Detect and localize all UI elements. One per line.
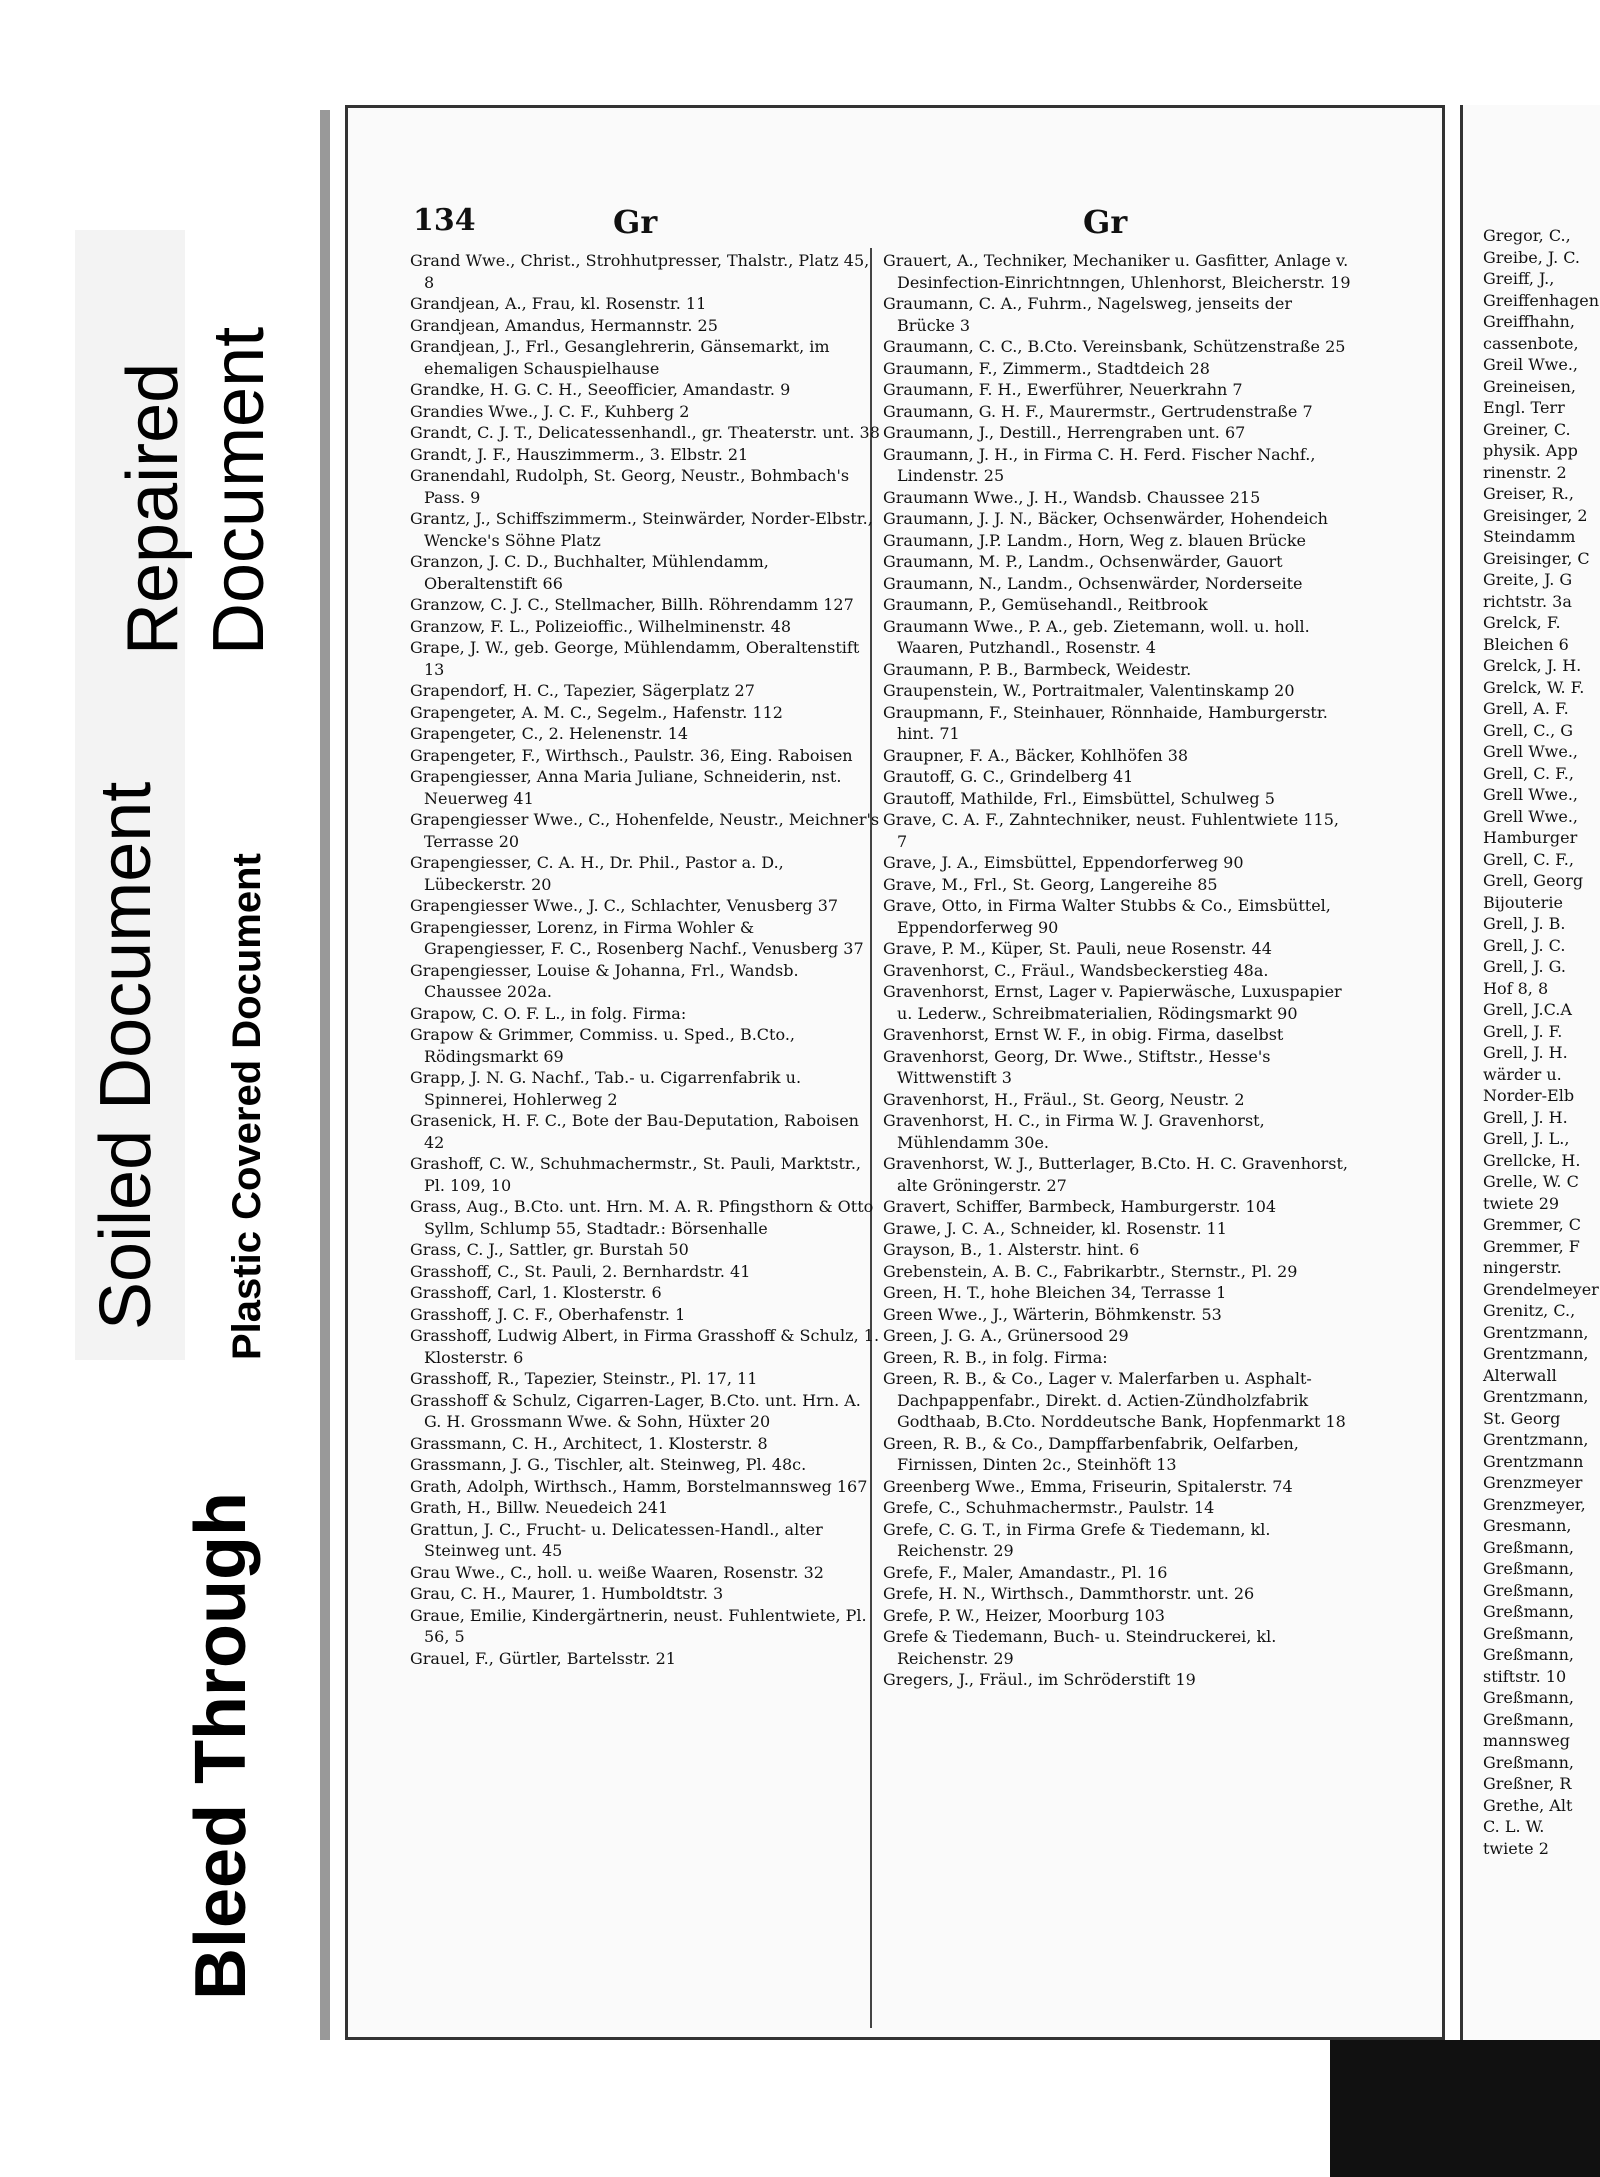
directory-entry: Grapow & Grimmer, Commiss. u. Sped., B.Cto., Rödingsmarkt 69 — [410, 1025, 795, 1066]
adjacent-entry: stiftstr. 10 — [1483, 1666, 1567, 1686]
directory-entry: Grasshoff, C., St. Pauli, 2. Bernhardstr. 41 — [410, 1261, 751, 1281]
directory-entry: Greenberg Wwe., Emma, Friseurin, Spitalerstr. 74 — [883, 1476, 1293, 1496]
directory-entry: Graumann, P., Gemüsehandl., Reitbrook — [883, 595, 1208, 614]
label-repaired-line1: Repaired — [113, 362, 193, 655]
adjacent-entry: Steindamm — [1483, 527, 1576, 546]
adjacent-entry: twiete 29 — [1483, 1193, 1560, 1213]
adjacent-entry: Grelle, W. C — [1483, 1172, 1579, 1191]
directory-entry: Granzow, C. J. C., Stellmacher, Billh. Röhrendamm 127 — [410, 595, 854, 614]
adjacent-entry: Greiffhahn, — [1483, 312, 1575, 331]
adjacent-entry: Grell Wwe., — [1483, 742, 1578, 761]
adjacent-entry: Grellcke, H. — [1483, 1150, 1581, 1170]
directory-entry: Grandke, H. G. C. H., Seeofficier, Amandastr. 9 — [410, 380, 791, 399]
adjacent-entry: Gremmer, C — [1483, 1215, 1582, 1234]
directory-entry: Grefe, F., Maler, Amandastr., Pl. 16 — [883, 1562, 1168, 1582]
directory-entry: Green, J. G. A., Grünersood 29 — [883, 1326, 1129, 1345]
label-plastic-covered: Plastic Covered Document — [225, 853, 269, 1360]
adjacent-entry: Grentzmann, — [1483, 1322, 1589, 1342]
adjacent-entry: C. L. W. — [1483, 1817, 1545, 1836]
adjacent-entry: cassenbote, — [1483, 333, 1579, 353]
directory-entry: Grath, H., Billw. Neuedeich 241 — [410, 1498, 669, 1517]
adjacent-entry: Grell, J. G. — [1483, 957, 1566, 976]
adjacent-entry: Greite, J. G — [1483, 570, 1573, 589]
adjacent-entry: Grentzmann, — [1483, 1344, 1589, 1363]
directory-entry: Green, R. B., in folg. Firma: — [883, 1347, 1108, 1367]
adjacent-entry: mannsweg — [1483, 1731, 1570, 1750]
adjacent-entry: Grell, C., G — [1483, 720, 1574, 740]
adjacent-entry: Grentzmann, — [1483, 1430, 1589, 1449]
directory-entry: Granzow, F. L., Polizeioffic., Wilhelminenstr. 48 — [410, 616, 792, 636]
adjacent-entry: Bleichen 6 — [1483, 634, 1569, 654]
adjacent-entry: wärder u. — [1483, 1064, 1562, 1084]
adjacent-entry: Greßmann, — [1483, 1580, 1574, 1600]
left-column — [410, 250, 880, 1669]
directory-entry: Grattun, J. C., Frucht- u. Delicatessen-Handl., alter Steinweg unt. 45 — [410, 1519, 823, 1560]
page-header-right: Gr — [1083, 203, 1128, 241]
adjacent-entry: Greil Wwe., — [1483, 355, 1578, 374]
adjacent-entry: Alterwall — [1483, 1365, 1557, 1385]
directory-entry: Grebenstein, A. B. C., Fabrikarbtr., Sternstr., Pl. 29 — [883, 1261, 1298, 1281]
directory-entry: Gravenhorst, H., Fräul., St. Georg, Neustr. 2 — [883, 1089, 1245, 1109]
directory-entry: Grapow, C. O. F. L., in folg. Firma: — [410, 1003, 687, 1023]
adjacent-entry: Grell, J. C. — [1483, 935, 1566, 955]
directory-entry: Graupmann, F., Steinhauer, Rönnhaide, Hamburgerstr. hint. 71 — [883, 702, 1328, 743]
directory-entry: Graupenstein, W., Portraitmaler, Valentinskamp 20 — [883, 681, 1295, 700]
directory-entry: Grassmann, C. H., Architect, 1. Klosterstr. 8 — [410, 1433, 768, 1453]
directory-entry: Grasshoff & Schulz, Cigarren-Lager, B.Cto. unt. Hrn. A. G. H. Grossmann Wwe. & Sohn, Hüxter 20 — [410, 1390, 861, 1431]
adjacent-entry: Greßmann, — [1483, 1752, 1574, 1772]
adjacent-entry: twiete 2 — [1483, 1838, 1549, 1858]
adjacent-entry: Greßmann, — [1483, 1623, 1574, 1643]
directory-entry: Graupner, F. A., Bäcker, Kohlhöfen 38 — [883, 745, 1189, 765]
directory-entry: Grapengiesser, C. A. H., Dr. Phil., Pastor a. D., Lübeckerstr. 20 — [410, 853, 784, 894]
directory-entry: Graumann, M. P., Landm., Ochsenwärder, Gauort — [883, 552, 1283, 571]
directory-entry: Grapengiesser, Lorenz, in Firma Wohler & Grapengiesser, F. C., Rosenberg Nachf., Venusberg 37 — [410, 917, 864, 958]
directory-entry: Grauel, F., Gürtler, Bartelsstr. 21 — [410, 1648, 676, 1668]
adjacent-entry: St. Georg — [1483, 1408, 1561, 1428]
directory-entry: Graumann, J., Destill., Herrengraben unt. 67 — [883, 423, 1246, 442]
directory-entry: Grefe, C. G. T., in Firma Grefe & Tiedemann, kl. Reichenstr. 29 — [883, 1519, 1271, 1560]
directory-entry: Grave, P. M., Küper, St. Pauli, neue Rosenstr. 44 — [883, 939, 1272, 958]
directory-entry: Grasshoff, R., Tapezier, Steinstr., Pl. 17, 11 — [410, 1369, 758, 1388]
adjacent-entry: Grell, Georg — [1483, 871, 1584, 890]
directory-entry: Grandt, J. F., Hauszimmerm., 3. Elbstr. 21 — [410, 444, 749, 464]
directory-entry: Graumann, F., Zimmerm., Stadtdeich 28 — [883, 358, 1210, 378]
adjacent-entry: Greisinger, 2 — [1483, 505, 1588, 525]
directory-entry: Grauert, A., Techniker, Mechaniker u. Gasfitter, Anlage v. Desinfection-Einrichtnngen, Uhlenhorst, Bleicherstr. 19 — [883, 251, 1351, 292]
directory-entry: Gravenhorst, Ernst W. F., in obig. Firma, daselbst — [883, 1025, 1284, 1044]
directory-entry: Grayson, B., 1. Alsterstr. hint. 6 — [883, 1240, 1140, 1259]
directory-entry: Graue, Emilie, Kindergärtnerin, neust. Fuhlentwiete, Pl. 56, 5 — [410, 1605, 867, 1646]
directory-entry: Grath, Adolph, Wirthsch., Hamm, Borstelmannsweg 167 — [410, 1476, 868, 1496]
adjacent-entry: Greiner, C. — [1483, 419, 1571, 439]
directory-entry: Grasshoff, J. C. F., Oberhafenstr. 1 — [410, 1304, 686, 1324]
page-edge-shadow — [320, 110, 330, 2040]
directory-entry: Grautoff, Mathilde, Frl., Eimsbüttel, Schulweg 5 — [883, 788, 1275, 808]
directory-entry: Grefe, P. W., Heizer, Moorburg 103 — [883, 1605, 1165, 1625]
directory-entry: Grapengeter, A. M. C., Segelm., Hafenstr. 112 — [410, 702, 783, 722]
directory-entry: Grave, J. A., Eimsbüttel, Eppendorferweg 90 — [883, 853, 1244, 872]
directory-entry: Grapp, J. N. G. Nachf., Tab.- u. Cigarrenfabrik u. Spinnerei, Hohlerweg 2 — [410, 1068, 802, 1109]
directory-entry: Grapengeter, C., 2. Helenenstr. 14 — [410, 724, 689, 743]
directory-entry: Grashoff, C. W., Schuhmachermstr., St. Pauli, Marktstr., Pl. 109, 10 — [410, 1154, 861, 1195]
label-bleed-through: Bleed Through — [181, 1492, 261, 2000]
directory-entry: Grandjean, A., Frau, kl. Rosenstr. 11 — [410, 294, 707, 313]
adjacent-entry: Grentzmann — [1483, 1451, 1584, 1471]
adjacent-entry: Grell, C. F., — [1483, 763, 1574, 783]
adjacent-entry: Greßmann, — [1483, 1688, 1574, 1707]
directory-entry: Graumann, J. J. N., Bäcker, Ochsenwärder, Hohendeich — [883, 509, 1328, 528]
directory-entry: Green Wwe., J., Wärterin, Böhmkenstr. 53 — [883, 1304, 1222, 1324]
adjacent-entry: Gremmer, F — [1483, 1236, 1580, 1256]
directory-entry: Grapengiesser Wwe., J. C., Schlachter, Venusberg 37 — [410, 896, 839, 915]
directory-entry: Granendahl, Rudolph, St. Georg, Neustr., Bohmbach's Pass. 9 — [410, 466, 850, 507]
directory-entry: Grandjean, J., Frl., Gesanglehrerin, Gänsemarkt, im ehemaligen Schauspielhause — [410, 337, 830, 378]
directory-entry: Grave, C. A. F., Zahntechniker, neust. Fuhlentwiete 115, 7 — [883, 810, 1339, 851]
directory-entry: Graumann, P. B., Barmbeck, Weidestr. — [883, 659, 1192, 679]
adjacent-entry: Grell Wwe., — [1483, 785, 1578, 804]
adjacent-entry: Norder-Elb — [1483, 1086, 1575, 1105]
adjacent-page — [1460, 105, 1600, 2040]
adjacent-entry: Greßner, R — [1483, 1774, 1572, 1793]
directory-entry: Gregers, J., Fräul., im Schröderstift 19 — [883, 1670, 1196, 1689]
adjacent-entry: Greßmann, — [1483, 1559, 1574, 1578]
directory-entry: Granzon, J. C. D., Buchhalter, Mühlendamm, Oberaltenstift 66 — [410, 552, 769, 593]
adjacent-entry: Hof 8, 8 — [1483, 978, 1549, 998]
adjacent-entry: Engl. Terr — [1483, 398, 1565, 417]
directory-entry: Graumann Wwe., P. A., geb. Zietemann, woll. u. holl. Waaren, Putzhandl., Rosenstr. 4 — [883, 616, 1310, 657]
adjacent-entry: Grell, J. F. — [1483, 1021, 1563, 1041]
adjacent-entry: Grell, J. L., — [1483, 1129, 1570, 1148]
directory-entry: Grau Wwe., C., holl. u. weiße Waaren, Rosenstr. 32 — [410, 1562, 824, 1582]
directory-entry: Gravert, Schiffer, Barmbeck, Hamburgerstr. 104 — [883, 1197, 1277, 1216]
directory-page — [345, 105, 1445, 2040]
adjacent-entry: Grell, A. F. — [1483, 699, 1569, 718]
directory-entry: Grapengiesser, Louise & Johanna, Frl., Wandsb. Chaussee 202a. — [410, 960, 799, 1001]
directory-entry: Grapengiesser, Anna Maria Juliane, Schneiderin, nst. Neuerweg 41 — [410, 767, 842, 808]
directory-entry: Graumann, F. H., Ewerführer, Neuerkrahn 7 — [883, 380, 1243, 399]
directory-entry: Grapengeter, F., Wirthsch., Paulstr. 36, Eing. Raboisen — [410, 745, 853, 765]
adjacent-entry: Grelck, J. H. — [1483, 656, 1582, 675]
directory-entry: Graumann, J.P. Landm., Horn, Weg z. blauen Brücke — [883, 530, 1307, 550]
directory-entry: Green, R. B., & Co., Lager v. Malerfarben u. Asphalt-Dachpappenfabr., Direkt. d. Actien-Zündholzfabrik Godthaab, B.Cto. Norddeutsche Bank, Hopfenmarkt 18 — [883, 1369, 1346, 1431]
directory-entry: Grape, J. W., geb. George, Mühlendamm, Oberaltenstift 13 — [410, 638, 860, 679]
right-column — [883, 250, 1353, 1691]
adjacent-entry: Grelck, F. — [1483, 613, 1561, 632]
directory-entry: Grasshoff, Carl, 1. Klosterstr. 6 — [410, 1283, 662, 1302]
directory-entry: Grawe, J. C. A., Schneider, kl. Rosenstr. 11 — [883, 1218, 1227, 1238]
adjacent-entry: Grelck, W. F. — [1483, 677, 1585, 697]
directory-entry: Graumann, N., Landm., Ochsenwärder, Norderseite — [883, 573, 1303, 593]
directory-entry: Grapendorf, H. C., Tapezier, Sägerplatz 27 — [410, 681, 755, 700]
directory-entry: Gravenhorst, Ernst, Lager v. Papierwäsche, Luxuspapier u. Lederw., Schreibmaterialien, Rödingsmarkt 90 — [883, 982, 1342, 1023]
adjacent-entry: Grethe, Alt — [1483, 1795, 1573, 1815]
adjacent-entry: Gresmann, — [1483, 1516, 1572, 1535]
adjacent-entry: Grell, J. H. — [1483, 1043, 1568, 1062]
adjacent-entry: Grell, J.C.A — [1483, 1000, 1572, 1019]
adjacent-entry: Grenitz, C., — [1483, 1301, 1576, 1320]
adjacent-entry: Hamburger — [1483, 828, 1578, 847]
label-repaired-line2: Document — [199, 326, 279, 655]
adjacent-entry: Grenzmeyer, — [1483, 1494, 1586, 1514]
directory-entry: Grand Wwe., Christ., Strohhutpresser, Thalstr., Platz 45, 8 — [410, 251, 870, 292]
scanner-background — [1330, 2040, 1600, 2177]
directory-entry: Grass, C. J., Sattler, gr. Burstah 50 — [410, 1240, 689, 1259]
directory-entry: Grandt, C. J. T., Delicatessenhandl., gr. Theaterstr. unt. 38 — [410, 423, 880, 442]
directory-entry: Graumann, C. C., B.Cto. Vereinsbank, Schützenstraße 25 — [883, 337, 1346, 356]
adjacent-entry: ningerstr. — [1483, 1258, 1562, 1277]
directory-entry: Grefe, H. N., Wirthsch., Dammthorstr. unt. 26 — [883, 1584, 1255, 1603]
adjacent-entry: Grell, J. H. — [1483, 1107, 1568, 1127]
adjacent-entry: Greiff, J., — [1483, 269, 1555, 288]
adjacent-entry: Greiffenhagen — [1483, 290, 1600, 310]
adjacent-entry: physik. App — [1483, 441, 1578, 460]
adjacent-entry: Greßmann, — [1483, 1645, 1574, 1664]
directory-entry: Grassmann, J. G., Tischler, alt. Steinweg, Pl. 48c. — [410, 1455, 807, 1474]
adjacent-entry: Grell, J. B. — [1483, 914, 1566, 933]
directory-entry: Grefe, C., Schuhmachermstr., Paulstr. 14 — [883, 1498, 1215, 1517]
label-repaired-document — [110, 327, 282, 655]
directory-entry: Graumann, J. H., in Firma C. H. Ferd. Fischer Nachf., Lindenstr. 25 — [883, 444, 1316, 485]
adjacent-entry: Greßmann, — [1483, 1537, 1574, 1557]
adjacent-entry: Greßmann, — [1483, 1602, 1574, 1621]
directory-entry: Graumann, C. A., Fuhrm., Nagelsweg, jenseits der Brücke 3 — [883, 294, 1292, 335]
directory-entry: Gravenhorst, Georg, Dr. Wwe., Stiftstr., Hesse's Wittwenstift 3 — [883, 1046, 1271, 1087]
directory-entry: Grantz, J., Schiffszimmerm., Steinwärder, Norder-Elbstr., Wencke's Söhne Platz — [410, 509, 873, 550]
adjacent-entry: Grell, C. F., — [1483, 849, 1574, 869]
directory-entry: Grau, C. H., Maurer, 1. Humboldtstr. 3 — [410, 1584, 724, 1603]
directory-entry: Gravenhorst, H. C., in Firma W. J. Gravenhorst, Mühlendamm 30e. — [883, 1111, 1265, 1152]
directory-entry: Grandjean, Amandus, Hermannstr. 25 — [410, 315, 718, 335]
adjacent-entry: Greßmann, — [1483, 1709, 1574, 1729]
directory-entry: Grass, Aug., B.Cto. unt. Hrn. M. A. R. Pfingsthorn & Otto Syllm, Schlump 55, Stadtadr.: Börsenhalle — [410, 1197, 874, 1238]
adjacent-entry: Greineisen, — [1483, 376, 1576, 396]
directory-entry: Gravenhorst, C., Fräul., Wandsbeckerstieg 48a. — [883, 960, 1269, 980]
adjacent-entry: Grentzmann, — [1483, 1387, 1589, 1406]
directory-entry: Green, R. B., & Co., Dampffarbenfabrik, Oelfarben, Firnissen, Dinten 2c., Steinhöft 13 — [883, 1433, 1299, 1474]
adjacent-entry: Bijouterie — [1483, 892, 1563, 912]
directory-entry: Grefe & Tiedemann, Buch- u. Steindruckerei, kl. Reichenstr. 29 — [883, 1627, 1277, 1668]
directory-entry: Grasenick, H. F. C., Bote der Bau-Deputation, Raboisen 42 — [410, 1111, 859, 1152]
directory-entry: Grapengiesser Wwe., C., Hohenfelde, Neustr., Meichner's Terrasse 20 — [410, 810, 880, 851]
label-soiled-document: Soiled Document — [86, 781, 166, 1330]
page-header-left: Gr — [613, 203, 658, 241]
directory-entry: Gravenhorst, W. J., Butterlager, B.Cto. H. C. Gravenhorst, alte Gröningerstr. 27 — [883, 1154, 1348, 1195]
adjacent-entry: Greiser, R., — [1483, 484, 1574, 503]
adjacent-entry: Gregor, C., — [1483, 226, 1571, 245]
directory-entry: Grave, M., Frl., St. Georg, Langereihe 85 — [883, 874, 1218, 894]
adjacent-entry: Grenzmeyer — [1483, 1473, 1583, 1492]
directory-entry: Grandies Wwe., J. C. F., Kuhberg 2 — [410, 401, 690, 421]
adjacent-entry: rinenstr. 2 — [1483, 462, 1567, 482]
adjacent-entry: richtstr. 3a — [1483, 591, 1572, 611]
page-number: 134 — [413, 203, 476, 238]
directory-entry: Grave, Otto, in Firma Walter Stubbs & Co., Eimsbüttel, Eppendorferweg 90 — [883, 896, 1331, 937]
directory-entry: Graumann, G. H. F., Maurermstr., Gertrudenstraße 7 — [883, 401, 1313, 421]
directory-entry: Grasshoff, Ludwig Albert, in Firma Grasshoff & Schulz, 1. Klosterstr. 6 — [410, 1326, 880, 1367]
adjacent-entry: Grell Wwe., — [1483, 806, 1578, 826]
adjacent-page-column — [1483, 225, 1600, 1859]
directory-entry: Graumann Wwe., J. H., Wandsb. Chaussee 215 — [883, 487, 1261, 507]
directory-entry: Grautoff, G. C., Grindelberg 41 — [883, 767, 1134, 786]
adjacent-entry: Grendelmeyer — [1483, 1279, 1599, 1299]
adjacent-entry: Greibe, J. C. — [1483, 247, 1580, 267]
adjacent-entry: Greisinger, C — [1483, 548, 1590, 568]
directory-entry: Green, H. T., hohe Bleichen 34, Terrasse 1 — [883, 1283, 1227, 1302]
